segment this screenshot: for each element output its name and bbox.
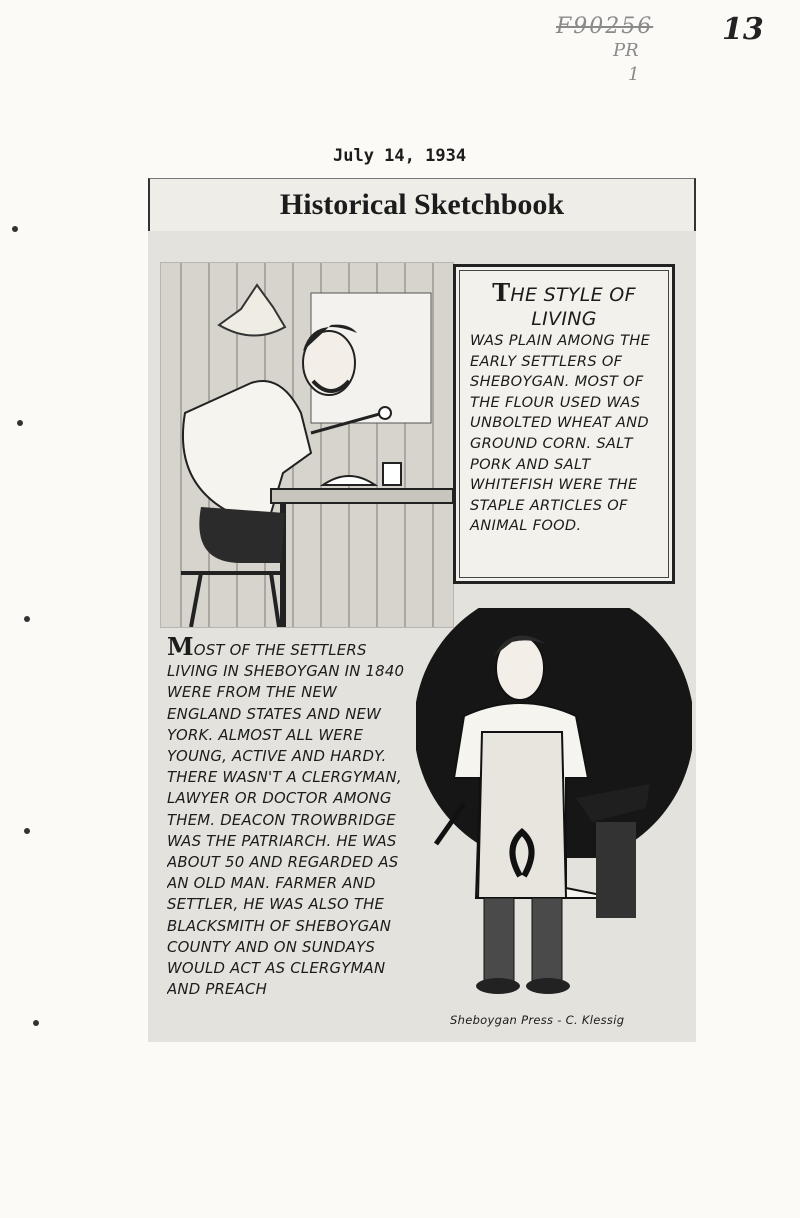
page-number: 13	[722, 12, 764, 47]
binder-hole	[33, 1020, 39, 1026]
callout-body: WAS PLAIN AMONG THE EARLY SETTLERS OF SHEBOYGAN. MOST OF THE FLOUR USED WAS UNBOLTED WHEAT AND GROUND CORN. SALT PORK AND SALT WHITEFISH WERE THE STAPLE ARTICLES OF ANIMAL FOOD.	[470, 332, 651, 535]
pencil-catalog-number: F90256	[556, 14, 654, 39]
settlers-story	[167, 636, 409, 1020]
story-body: OST OF THE SETTLERS LIVING IN SHEBOYGAN IN 1840 WERE FROM THE NEW ENGLAND STATES AND NEW YORK. ALMOST ALL WERE YOUNG, ACTIVE AND HARDY. THERE WASN'T A CLERGYMAN, LAWYER OR DOCTOR AMONG THEM. DEACON TROWBRIDGE WAS THE PATRIARCH. HE WAS ABOUT 50 AND REGARDED AS AN OLD MAN. FARMER AND SETTLER, HE WAS ALSO THE BLACKSMITH OF SHEBOYGAN COUNTY AND ON SUNDAYS WOULD ACT AS CLERGYMAN AND PREACH	[167, 641, 405, 999]
callout-dropcap: T	[492, 278, 511, 307]
pencil-1-mark: 1	[628, 64, 640, 85]
clipping-date: July 14, 1934	[333, 146, 467, 166]
artist-signature: Sheboygan Press - C. Klessig	[450, 1013, 625, 1027]
masthead: Historical Sketchbook	[148, 178, 696, 231]
story-dropcap: M	[167, 636, 194, 661]
callout-title	[470, 278, 658, 331]
settler-eating-illustration	[160, 262, 454, 628]
binder-hole	[17, 420, 23, 426]
newspaper-clipping	[148, 178, 696, 1042]
style-of-living-callout	[453, 264, 675, 584]
binder-hole	[24, 616, 30, 622]
binder-hole	[12, 226, 18, 232]
binder-hole	[24, 828, 30, 834]
blacksmith-illustration	[416, 608, 692, 1008]
callout-title-text: HE STYLE OF LIVING	[510, 284, 636, 330]
pencil-pr-mark: PR	[613, 40, 639, 61]
